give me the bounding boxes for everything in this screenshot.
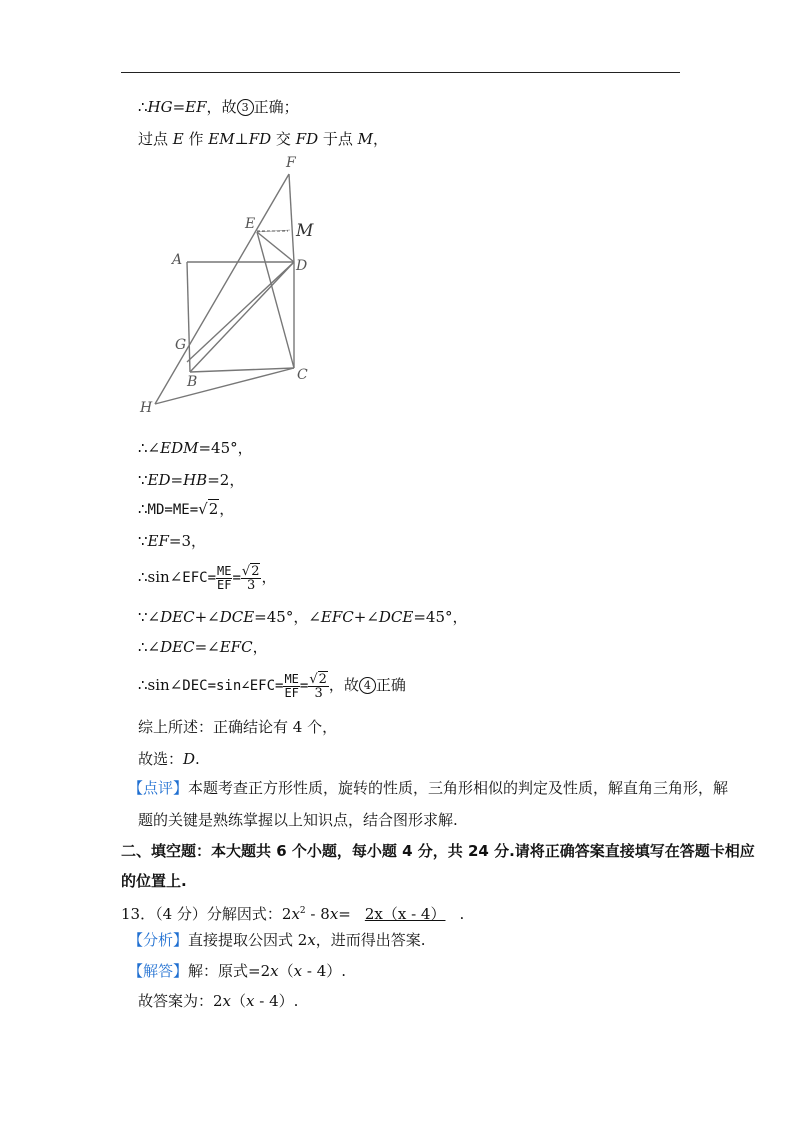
therefore-symbol: ∴	[138, 98, 148, 116]
text: - 4）.	[254, 992, 299, 1010]
text: ∵∠	[138, 608, 161, 626]
text: ∴sin∠	[138, 568, 183, 586]
line-final-answer	[138, 990, 298, 1012]
math: MD=ME=	[147, 502, 199, 518]
solution-tag: 【解答】	[128, 962, 189, 980]
circled-number: 4	[359, 677, 376, 694]
line-hg-ef	[138, 96, 299, 118]
fraction-me-ef	[283, 673, 299, 700]
line-summary: 综上所述：正确结论有 4 个，	[138, 718, 338, 736]
radicand: 2	[208, 500, 219, 518]
text: 解：原式=2	[188, 962, 271, 980]
text: （	[231, 992, 247, 1010]
math: x	[270, 962, 279, 980]
line-analysis	[128, 929, 426, 951]
text: （	[278, 962, 294, 980]
line-md-me	[138, 498, 234, 521]
text: ，	[261, 568, 277, 586]
label-h: H	[140, 400, 153, 416]
text: 于点	[318, 130, 358, 148]
text: .	[195, 750, 200, 768]
text: 正确	[375, 676, 406, 694]
line-choice	[138, 748, 200, 770]
text: 故选：	[138, 750, 184, 768]
line-angle-sums	[138, 606, 468, 628]
text: =∠	[194, 638, 220, 656]
perp-symbol: ⊥	[234, 130, 249, 148]
text: 作	[183, 130, 209, 148]
text: .	[459, 905, 465, 923]
line-solution	[128, 960, 346, 982]
text: =45°，∠	[254, 608, 321, 626]
line-comment	[128, 777, 728, 799]
label-m: M	[296, 221, 314, 241]
math: EDM	[160, 439, 199, 457]
text: ∴∠	[138, 439, 161, 457]
math: sin∠	[216, 678, 250, 694]
math: EFC	[219, 638, 253, 656]
label-f: F	[286, 155, 296, 171]
segment-ed	[257, 232, 294, 262]
math: EM	[208, 130, 235, 148]
label-e: E	[245, 216, 256, 232]
math: EFC	[320, 608, 354, 626]
label-g: G	[175, 337, 187, 353]
radicand: 2	[318, 671, 327, 687]
math: EFC=	[182, 570, 216, 586]
label-a: A	[172, 252, 183, 268]
equals: =	[232, 570, 241, 586]
line-ef	[138, 530, 206, 552]
math: EFC=	[249, 678, 284, 694]
math: DEC	[160, 608, 195, 626]
math: E	[172, 130, 184, 148]
text: ，	[373, 130, 389, 148]
math: x	[291, 905, 300, 923]
text: +∠	[194, 608, 220, 626]
text: 直接提取公因式 2	[188, 931, 308, 949]
text: ∴sin∠	[138, 676, 183, 694]
text: ∴	[138, 500, 148, 518]
side-ab	[187, 262, 190, 372]
analysis-tag: 【分析】	[128, 931, 189, 949]
text: - 4）.	[302, 962, 347, 980]
label-d: D	[296, 258, 308, 274]
text: =2，	[207, 471, 245, 489]
math: DEC=	[182, 678, 216, 694]
line-ed-hb	[138, 469, 244, 491]
denominator: 3	[247, 577, 256, 593]
line-sin-dec	[138, 668, 406, 703]
math: DEC	[160, 638, 195, 656]
math: x	[246, 992, 255, 1010]
math: DCE	[219, 608, 255, 626]
math: x	[329, 905, 339, 923]
line-dec-efc	[138, 636, 268, 658]
line-construct-em	[138, 128, 388, 150]
circled-number: 3	[237, 99, 254, 116]
math-hg-ef: HG=EF	[147, 98, 207, 116]
text: ，进而得出答案.	[315, 931, 426, 949]
text: ∵	[138, 532, 148, 550]
segment-gd	[187, 262, 294, 362]
text: ∴∠	[138, 638, 161, 656]
label-c: C	[297, 367, 308, 383]
text: 过点	[138, 130, 173, 148]
text: 正确；	[253, 98, 299, 116]
section-heading-cont: 的位置上.	[121, 872, 187, 890]
section-heading: 二、填空题：本大题共 6 个小题，每小题 4 分，共 24 分.请将正确答案直接填写在答题卡相应	[121, 842, 755, 860]
math: DCE	[378, 608, 414, 626]
text: 故答案为：2	[138, 992, 223, 1010]
text: ，	[252, 638, 268, 656]
radicand: 2	[251, 563, 260, 579]
denominator: 3	[314, 685, 323, 701]
math: FD	[248, 130, 272, 148]
math: x	[307, 931, 316, 949]
answer-blank: 2x（x - 4）	[364, 905, 446, 923]
text: ，故	[206, 98, 237, 116]
text: - 8	[305, 905, 330, 923]
segment-df	[289, 174, 294, 262]
text: ，故	[328, 676, 359, 694]
text: =45°，	[198, 439, 253, 457]
geometry-diagram	[130, 150, 330, 420]
fraction-me-ef	[216, 565, 232, 592]
numerator: ME	[284, 671, 299, 686]
text: +∠	[353, 608, 379, 626]
fraction-sqrt2-3	[241, 565, 262, 592]
text: 13．（4 分）分解因式：2	[121, 905, 292, 923]
math: FD	[295, 130, 319, 148]
math: D	[183, 750, 196, 768]
question-13	[121, 900, 464, 925]
math: EF	[147, 532, 169, 550]
text: 交	[271, 130, 296, 148]
label-b: B	[187, 374, 198, 390]
sqrt-expression: √2	[198, 500, 219, 518]
comment-tag: 【点评】	[128, 779, 189, 797]
numerator: √2	[309, 671, 327, 687]
line-angle-edm	[138, 437, 253, 459]
line-comment-cont: 题的关键是熟练掌握以上知识点，结合图形求解.	[138, 811, 458, 829]
segment-hc	[155, 368, 294, 404]
numerator: ME	[217, 563, 232, 578]
text: =	[338, 905, 351, 923]
header-rule	[121, 72, 680, 73]
segment-ec	[257, 232, 294, 368]
math: M	[357, 130, 374, 148]
text: =3，	[168, 532, 207, 550]
numerator: √2	[241, 563, 260, 579]
equals: =	[299, 678, 309, 694]
math: x	[293, 962, 303, 980]
math: ED=HB	[147, 471, 208, 489]
text: ，	[219, 500, 235, 518]
math: x	[222, 992, 232, 1010]
denominator: EF	[284, 685, 299, 700]
denominator: EF	[217, 577, 232, 592]
fraction-sqrt2-3	[308, 673, 329, 700]
text: =45°，	[413, 608, 468, 626]
because-symbol: ∵	[138, 471, 148, 489]
text: 本题考查正方形性质，旋转的性质，三角形相似的判定及性质，解直角三角形，解	[188, 779, 729, 797]
exponent: 2	[299, 906, 306, 916]
line-sin-efc	[138, 560, 276, 595]
